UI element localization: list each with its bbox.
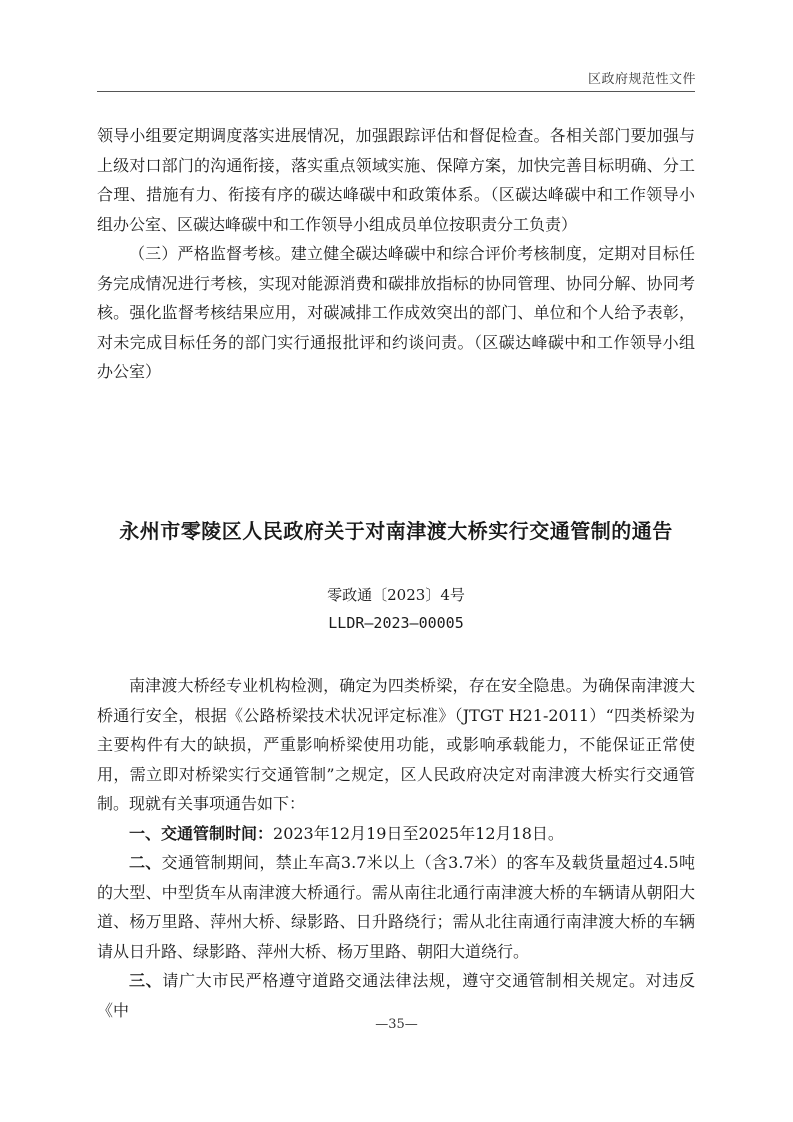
previous-section-continuation bbox=[97, 121, 695, 387]
item-1-heading: 一、交通管制时间： bbox=[129, 823, 274, 843]
item-3-body: 请广大市民严格遵守道路交通法律法规，遵守交通管制相关规定。对违反《中 bbox=[97, 971, 695, 1020]
registration-number: LLDR—2023—00005 bbox=[328, 614, 464, 632]
item-2-heading: 二、 bbox=[129, 853, 162, 872]
section-heading-supervision: （三）严格监督考核。 bbox=[129, 244, 291, 263]
paragraph-supervision-body: 建立健全碳达峰碳中和综合评价考核制度，定期对目标任务完成情况进行考核，实现对能源消费和碳排放指标的协同管理、协同分解、协同考核。强化监督考核结果应用，对碳减排工作成效突出的部门、单位和个人给予表彰，对未完成目标任务的部门实行通报批评和约谈问责。（区碳达峰碳中和工作领导小组办公室） bbox=[97, 244, 695, 381]
item-3-heading: 三、 bbox=[129, 971, 163, 990]
notice-title: 永州市零陵区人民政府关于对南津渡大桥实行交通管制的通告 bbox=[119, 519, 673, 543]
paragraph-item-1 bbox=[97, 819, 695, 849]
document-category-label: 区政府规范性文件 bbox=[587, 72, 696, 87]
header-divider bbox=[97, 91, 695, 92]
paragraph-supervision-assessment bbox=[97, 239, 695, 387]
item-2-body: 交通管制期间，禁止车高3.7米以上（含3.7米）的客车及载货量超过4.5吨的大型、中型货车从南津渡大桥通行。需从南往北通行南津渡大桥的车辆请从朝阳大道、杨万里路、萍州大桥、绿影路、日升路绕行；需从北往南通行南津渡大桥的车辆请从日升路、绿影路、萍州大桥、杨万里路、朝阳大道绕行。 bbox=[97, 853, 695, 961]
notice-body bbox=[97, 671, 695, 1025]
page-number: —35— bbox=[375, 1017, 418, 1032]
paragraph-leadership-group: 领导小组要定期调度落实进展情况，加强跟踪评估和督促检查。各相关部门要加强与上级对口部门的沟通衔接，落实重点领域实施、保障方案，加快完善目标明确、分工合理、措施有力、衔接有序的碳达峰碳中和政策体系。（区碳达峰碳中和工作领导小组办公室、区碳达峰碳中和工作领导小组成员单位按职责分工负责） bbox=[97, 126, 695, 234]
document-number: 零政通〔2023〕4号 bbox=[327, 586, 465, 604]
paragraph-item-2 bbox=[97, 848, 695, 966]
item-1-body: 2023年12月19日至2025年12月18日。 bbox=[273, 823, 564, 843]
paragraph-notice-intro: 南津渡大桥经专业机构检测，确定为四类桥梁，存在安全隐患。为确保南津渡大桥通行安全，根据《公路桥梁技术状况评定标准》（JTGT H21-2011）“四类桥梁为主要构件有大的缺损，严重影响桥梁使用功能，或影响承载能力，不能保证正常使用，需立即对桥梁实行交通管制”之规定，区人民政府决定对南津渡大桥实行交通管制。现就有关事项通告如下： bbox=[97, 676, 695, 813]
